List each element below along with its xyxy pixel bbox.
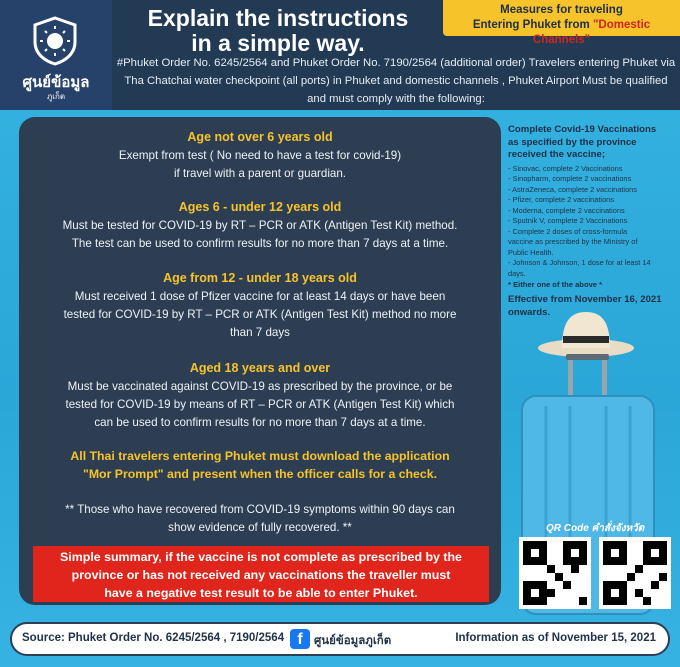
list-item: - Pfizer, complete 2 vaccinations bbox=[508, 195, 614, 204]
summary-line-2: province or has not received any vaccinations the traveller must bbox=[71, 568, 451, 582]
section-under-6 bbox=[19, 127, 501, 183]
qr-code-2[interactable] bbox=[599, 537, 671, 609]
list-item: vaccine as prescribed by the Ministry of bbox=[508, 237, 638, 246]
source-text: Source: Phuket Order No. 6245/2564 , 7190/2564 bbox=[22, 632, 285, 644]
section-title: Aged 18 years and over bbox=[189, 361, 331, 375]
recovered-line-1: ** Those who have recovered from COVID-19 symptoms within 90 days can bbox=[65, 503, 455, 516]
list-item: - Sputnik V, complete 2 Vaccinations bbox=[508, 216, 628, 225]
section-body-line: Must be vaccinated against COVID-19 as prescribed by the province, or be bbox=[67, 380, 453, 393]
summary-line-3: have a negative test result to be able to enter Phuket. bbox=[104, 586, 418, 600]
facebook-icon[interactable]: f bbox=[290, 629, 310, 649]
measures-line-2 bbox=[443, 18, 680, 48]
recovered-line-2: show evidence of fully recovered. ** bbox=[168, 521, 352, 534]
section-recovered-note bbox=[19, 501, 501, 537]
section-body-line: The test can be used to confirm results for no more than 7 days at a time. bbox=[71, 237, 449, 250]
section-body-line: tested for COVID-19 by RT – PCR or ATK (Antigen Test Kit) method no more bbox=[63, 308, 457, 321]
section-title: Age not over 6 years old bbox=[187, 130, 333, 144]
list-item: - Sinopharm, complete 2 vaccinations bbox=[508, 174, 632, 183]
vaccination-title-2: as specified by the province bbox=[508, 136, 637, 148]
list-item: - Johnson & Johnson, 1 dose for at least 14 bbox=[508, 258, 651, 267]
title-line-2: in a simple way. bbox=[191, 30, 365, 56]
rules-panel bbox=[19, 117, 501, 605]
info-date: Information as of November 15, 2021 bbox=[455, 632, 656, 644]
list-item: days. bbox=[508, 268, 526, 278]
section-body-line: than 7 days bbox=[230, 326, 290, 339]
mor-prompt-line-1: All Thai travelers entering Phuket must download the application bbox=[70, 449, 450, 463]
section-body-line: Must received 1 dose of Pfizer vaccine for at least 14 days or have been bbox=[74, 290, 446, 303]
intro-text: #Phuket Order No. 6245/2564 and Phuket Order No. 7190/2564 (additional order) Travelers entering Phuket via Tha Chatchai water checkpoint (all ports) in Phuket and domestic channels , Phuket Airport Must be qualified and must comply with the following: bbox=[116, 57, 676, 105]
logo-subtext: ภูเก็ต bbox=[46, 92, 66, 101]
qr-code-icon bbox=[603, 541, 667, 605]
summary-box bbox=[33, 546, 489, 602]
vaccination-title-3: received the vaccine; bbox=[508, 149, 606, 160]
list-item: - Complete 2 doses of cross-formula bbox=[508, 226, 628, 236]
mor-prompt-line-2: "Mor Prompt" and present when the officer calls for a check. bbox=[82, 467, 437, 481]
section-body-line: tested for COVID-19 by means of RT – PCR or ATK (Antigen Test Kit) which bbox=[65, 398, 455, 411]
list-item: - Moderna, complete 2 vaccinations bbox=[508, 205, 625, 215]
title-line-1: Explain the instructions bbox=[147, 5, 409, 31]
section-title: Age from 12 - under 18 years old bbox=[163, 271, 357, 285]
section-18-plus bbox=[19, 358, 501, 432]
vaccine-note: * Either one of the above * bbox=[508, 280, 603, 289]
list-item: - Sinovac, complete 2 Vaccinations bbox=[508, 163, 623, 173]
qr-code-icon bbox=[523, 541, 587, 605]
measures-banner bbox=[443, 0, 680, 46]
logo-text: ศูนย์ข้อมูล bbox=[22, 74, 90, 91]
measures-line-2-prefix: Entering Phuket from bbox=[472, 19, 593, 31]
qr-code-label: QR Code คำสั่งจังหวัด bbox=[546, 523, 645, 534]
logo bbox=[0, 0, 112, 110]
facebook-page-link[interactable]: ศูนย์ข้อมูลภูเก็ต bbox=[314, 635, 392, 647]
section-title: Ages 6 - under 12 years old bbox=[178, 200, 342, 214]
section-6-to-12 bbox=[19, 197, 501, 253]
list-item: Public Health. bbox=[508, 247, 554, 257]
section-12-to-18 bbox=[19, 268, 501, 342]
section-body-line: if travel with a parent or guardian. bbox=[173, 167, 347, 180]
measures-highlight: "Domestic Channels" bbox=[532, 19, 651, 46]
section-body-line: Exempt from test ( No need to have a test for covid-19) bbox=[118, 149, 402, 162]
qr-code-1[interactable] bbox=[519, 537, 591, 609]
section-body-line: can be used to confirm results for no more than 7 days at a time. bbox=[94, 416, 426, 429]
vaccine-list bbox=[508, 164, 680, 280]
vaccination-title-1: Complete Covid-19 Vaccinations bbox=[508, 124, 657, 135]
list-item: - AstraZeneca, complete 2 vaccinations bbox=[508, 184, 637, 194]
section-body-line: Must be tested for COVID-19 by RT – PCR or ATK (Antigen Test Kit) method. bbox=[62, 219, 458, 232]
effective-line-1: Effective from November 16, 2021 bbox=[508, 294, 662, 305]
page-title bbox=[118, 6, 438, 56]
header bbox=[0, 0, 680, 110]
summary-line-1: Simple summary, if the vaccine is not complete as prescribed by the bbox=[60, 550, 462, 564]
vaccination-info bbox=[508, 124, 680, 319]
measures-line-1: Measures for traveling bbox=[500, 4, 623, 16]
section-mor-prompt bbox=[19, 447, 501, 483]
footer bbox=[10, 622, 670, 656]
shield-logo-icon bbox=[32, 16, 78, 66]
effective-line-2: onwards. bbox=[508, 306, 551, 318]
